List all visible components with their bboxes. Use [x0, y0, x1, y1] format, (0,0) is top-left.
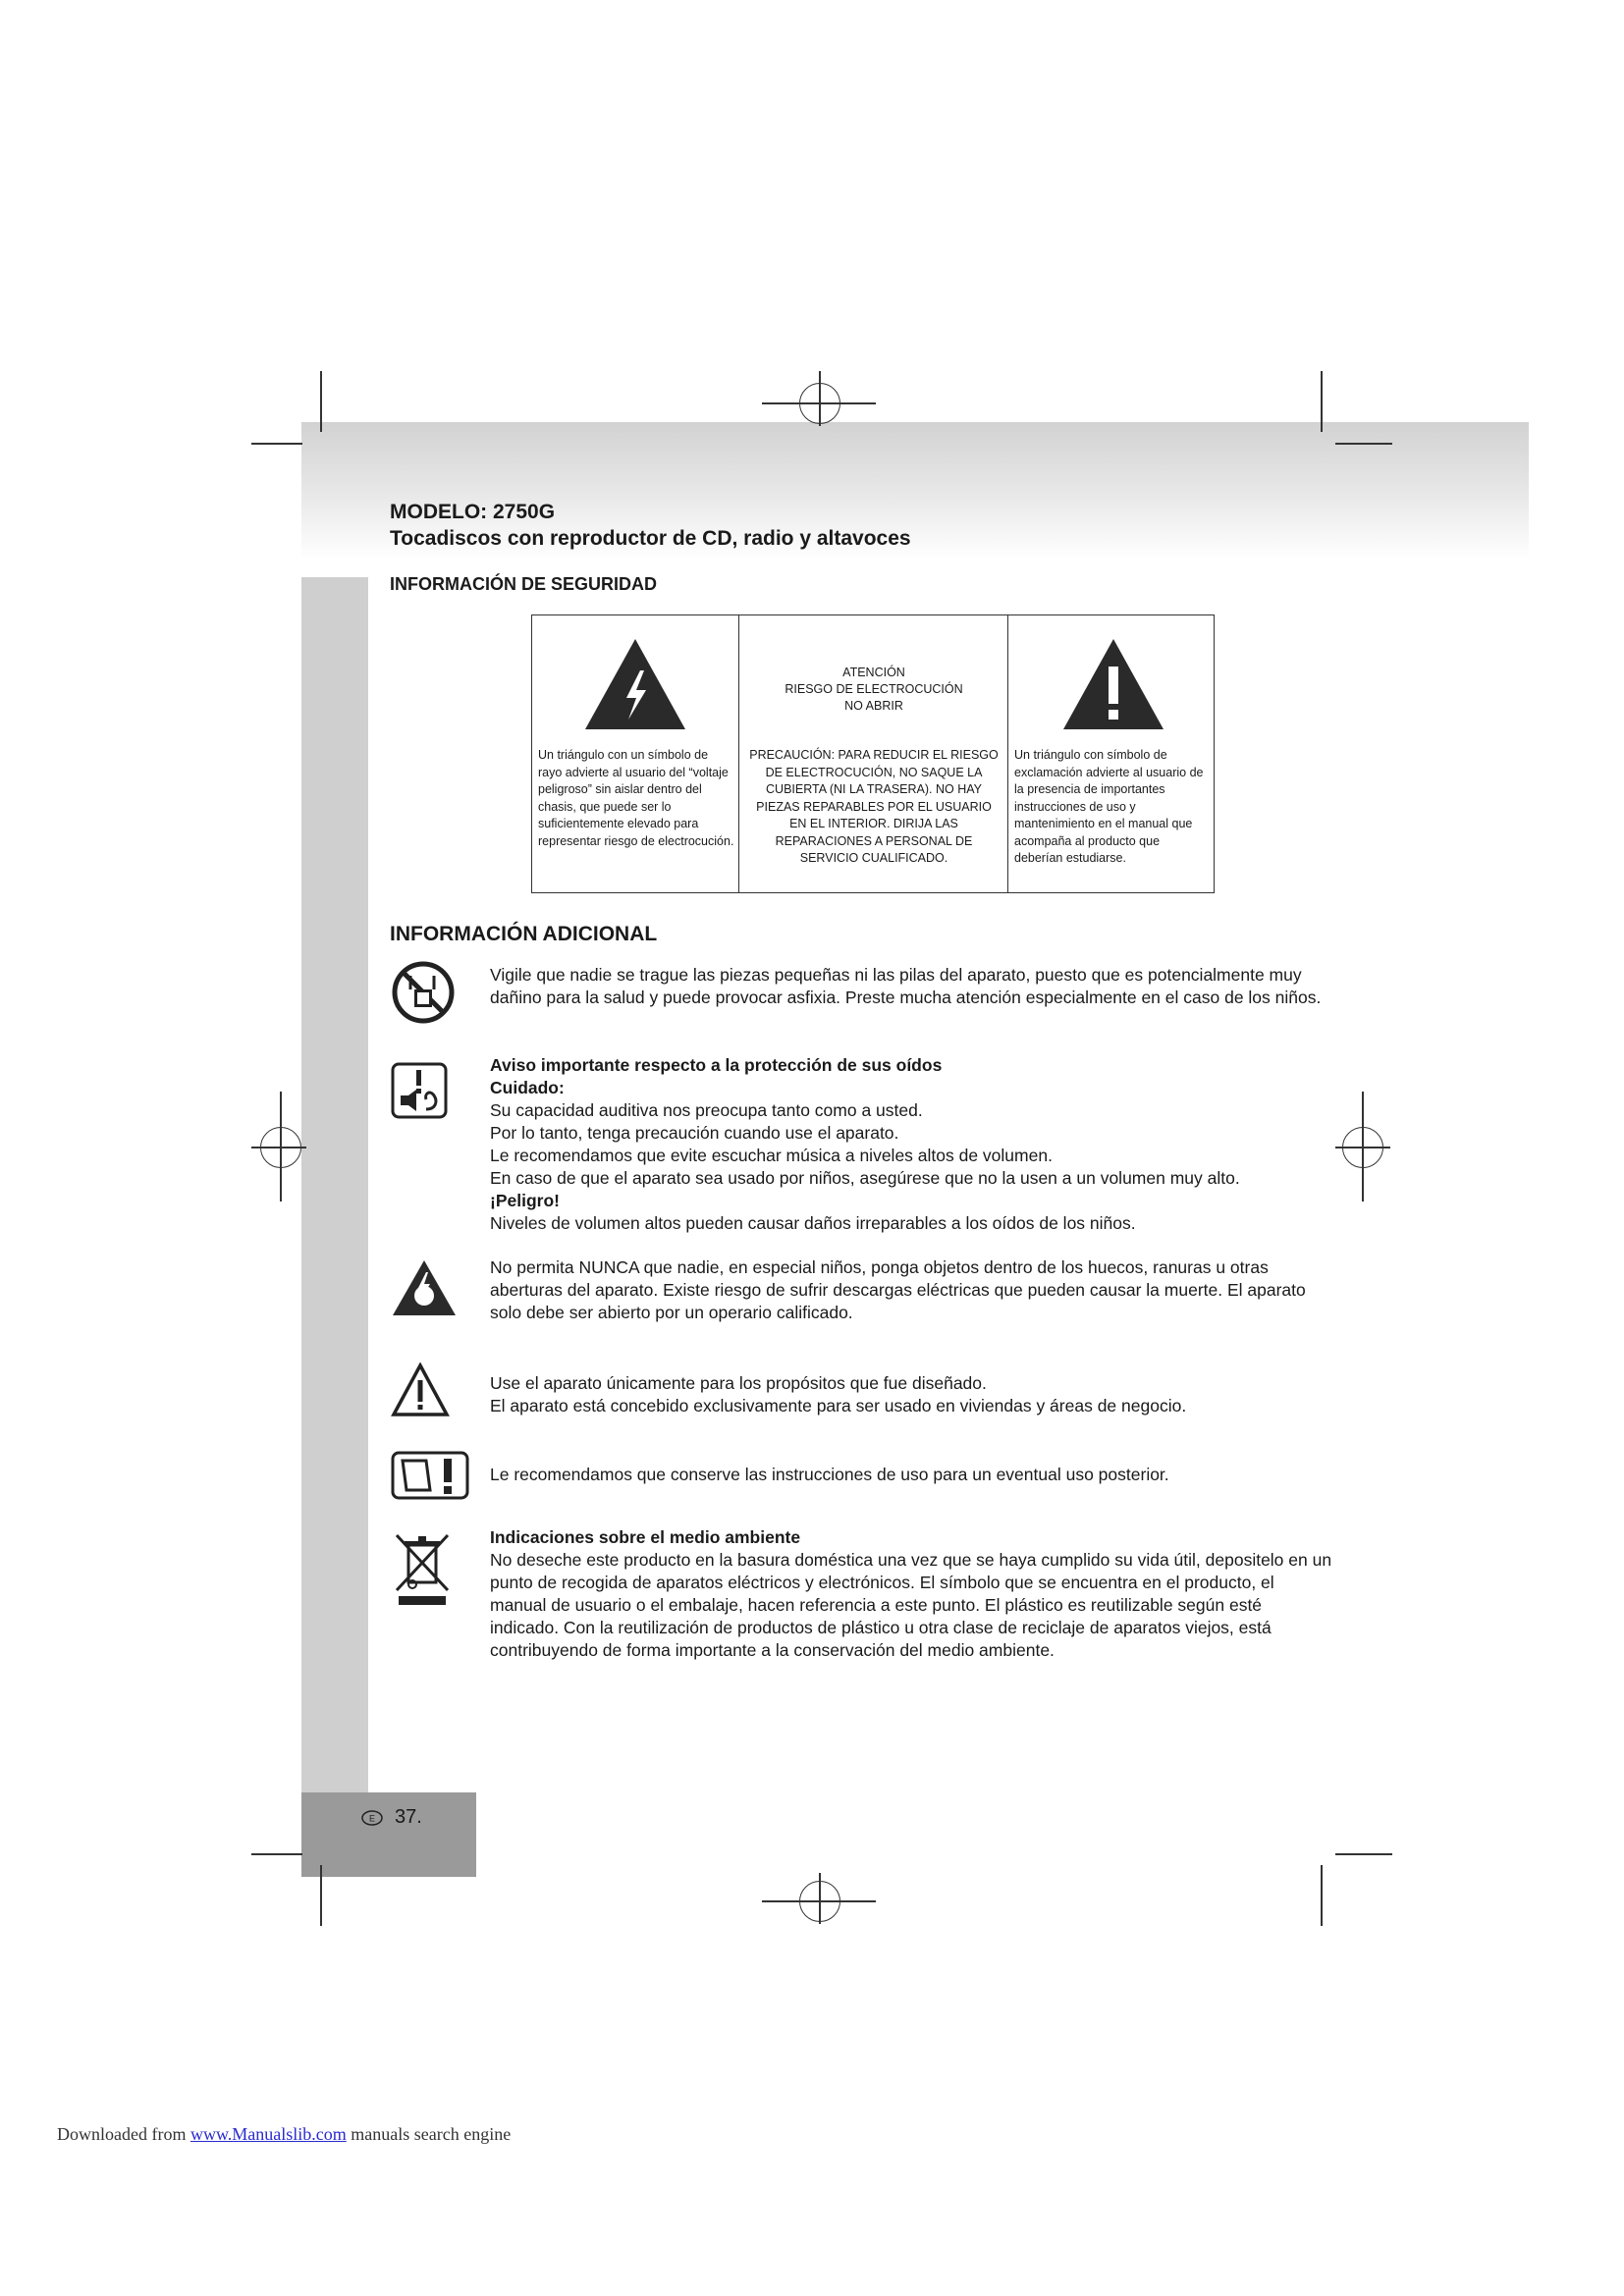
footer-suffix: manuals search engine: [351, 2124, 512, 2144]
warning-col-attention: [738, 615, 1007, 892]
no-swallow-icon: [391, 960, 456, 1025]
environment-section: [490, 1526, 1334, 1662]
registration-mark-v: [1362, 1092, 1364, 1201]
attention-do-not-open: NO ABRIR: [844, 699, 903, 713]
safety-heading: INFORMACIÓN DE SEGURIDAD: [390, 574, 658, 594]
hearing-caution: Cuidado:: [490, 1078, 565, 1097]
product-title: Tocadiscos con reproductor de CD, radio y altavoces: [390, 527, 911, 550]
shock-hazard-icon: [391, 1258, 458, 1317]
exclamation-warning-text: Un triángulo con símbolo de exclamación advierte al usuario de la presencia de importantes instrucciones de uso y mantenimiento en el manual que acompaña al producto que deberían estudiarse.: [1014, 748, 1204, 865]
svg-text:E: E: [368, 1813, 376, 1824]
registration-mark-v: [819, 1873, 821, 1924]
lightning-warning-text: Un triángulo con un símbolo de rayo advierte al usuario del “voltaje peligroso” sin aislar dentro del chasis, que puede ser lo suficientemente elevado para representar riesgo de electrocución.: [538, 748, 734, 848]
attention-risk: RIESGO DE ELECTROCUCIÓN: [785, 682, 963, 696]
hearing-line-1: Su capacidad auditiva nos preocupa tanto como a usted.: [490, 1100, 923, 1120]
model-title: MODELO: 2750G: [390, 501, 556, 523]
safety-warning-table: [531, 614, 1215, 893]
warning-col-lightning: [532, 615, 738, 892]
hearing-line-2: Por lo tanto, tenga precaución cuando use el aparato.: [490, 1123, 899, 1143]
hearing-title: Aviso importante respecto a la protección de sus oídos: [490, 1055, 943, 1075]
hearing-line-3: Le recomendamos que evite escuchar música a niveles altos de volumen.: [490, 1146, 1053, 1165]
hearing-danger: ¡Peligro!: [490, 1191, 560, 1210]
lightning-triangle-icon: [583, 637, 687, 731]
side-margin-bar: [301, 577, 368, 1794]
hearing-section: [490, 1054, 1334, 1235]
caution-triangle-icon: [391, 1362, 450, 1417]
language-badge-icon: [361, 1810, 383, 1826]
footer-prefix: Downloaded from: [57, 2124, 187, 2144]
download-footer: [57, 2124, 511, 2145]
exclamation-triangle-icon: [1061, 637, 1165, 731]
crop-mark: [251, 443, 302, 445]
environment-text: No deseche este producto en la basura doméstica una vez que se haya cumplido su vida útil, depositelo en un punto de recogida de aparatos eléctricos y electrónicos. El símbolo que se encuentra en el producto, el manual de usuario o el embalaje, hacen referencia a este punto. El plástico es reutilizable según esté indicado. Con la reutilización de productos de plástico u otra clase de reciclaje de aparatos viejos, está contribuyendo de forma importante a la conservación del medio ambiente.: [490, 1550, 1332, 1660]
registration-mark-h: [251, 1147, 306, 1148]
registration-mark-v: [280, 1092, 282, 1201]
item-keep-instructions-text: Le recomendamos que conserve las instrucciones de uso para un eventual uso posterior.: [490, 1465, 1169, 1484]
crop-mark: [251, 1853, 302, 1855]
environment-title: Indicaciones sobre el medio ambiente: [490, 1527, 801, 1547]
item-intended-use: [490, 1372, 1334, 1417]
registration-mark-v: [819, 371, 821, 426]
manualslib-link[interactable]: www.Manualslib.com: [189, 2124, 347, 2144]
page-number: 37.: [395, 1806, 422, 1828]
attention-label: ATENCIÓN: [842, 666, 905, 679]
hearing-line-4: En caso de que el aparato sea usado por niños, asegúrese que no la usen a un volumen muy alto.: [490, 1168, 1240, 1188]
page-number-tab: [301, 1792, 476, 1877]
hearing-line-5: Niveles de volumen altos pueden causar daños irreparables a los oídos de los niños.: [490, 1213, 1136, 1233]
item-openings-text: No permita NUNCA que nadie, en especial niños, ponga objetos dentro de los huecos, ranuras u otras aberturas del aparato. Existe riesgo de sufrir descargas eléctricas que pueden causar la muerte. El aparato solo debe ser abierto por un operario calificado.: [490, 1257, 1306, 1322]
crop-mark: [320, 1865, 322, 1926]
intended-use-line-2: El aparato está concebido exclusivamente para ser usado en viviendas y áreas de negocio.: [490, 1396, 1187, 1415]
crop-mark: [1321, 1865, 1323, 1926]
additional-heading: INFORMACIÓN ADICIONAL: [390, 923, 658, 945]
crop-mark: [320, 371, 322, 432]
crop-mark: [1321, 371, 1323, 432]
crop-mark: [1335, 1853, 1392, 1855]
manual-book-icon: [391, 1451, 469, 1500]
crop-mark: [1335, 443, 1392, 445]
hearing-warning-icon: [391, 1062, 448, 1119]
warning-col-exclamation: [1007, 615, 1214, 892]
intended-use-line-1: Use el aparato únicamente para los propósitos que fue diseñado.: [490, 1373, 987, 1393]
weee-bin-icon: [391, 1531, 454, 1608]
precaution-text: PRECAUCIÓN: PARA REDUCIR EL RIESGO DE ELECTROCUCIÓN, NO SAQUE LA CUBIERTA (NI LA TRASERA). NO HAY PIEZAS REPARABLES POR EL USUARIO EN EL INTERIOR. DIRIJA LAS REPARACIONES A PERSONAL DE SERVICIO CUALIFICADO.: [749, 748, 999, 865]
item-small-parts-text: Vigile que nadie se trague las piezas pequeñas ni las pilas del aparato, puesto que es potencialmente muy dañino para la salud y puede provocar asfixia. Preste mucha atención especialmente en el caso de los niños.: [490, 965, 1322, 1007]
